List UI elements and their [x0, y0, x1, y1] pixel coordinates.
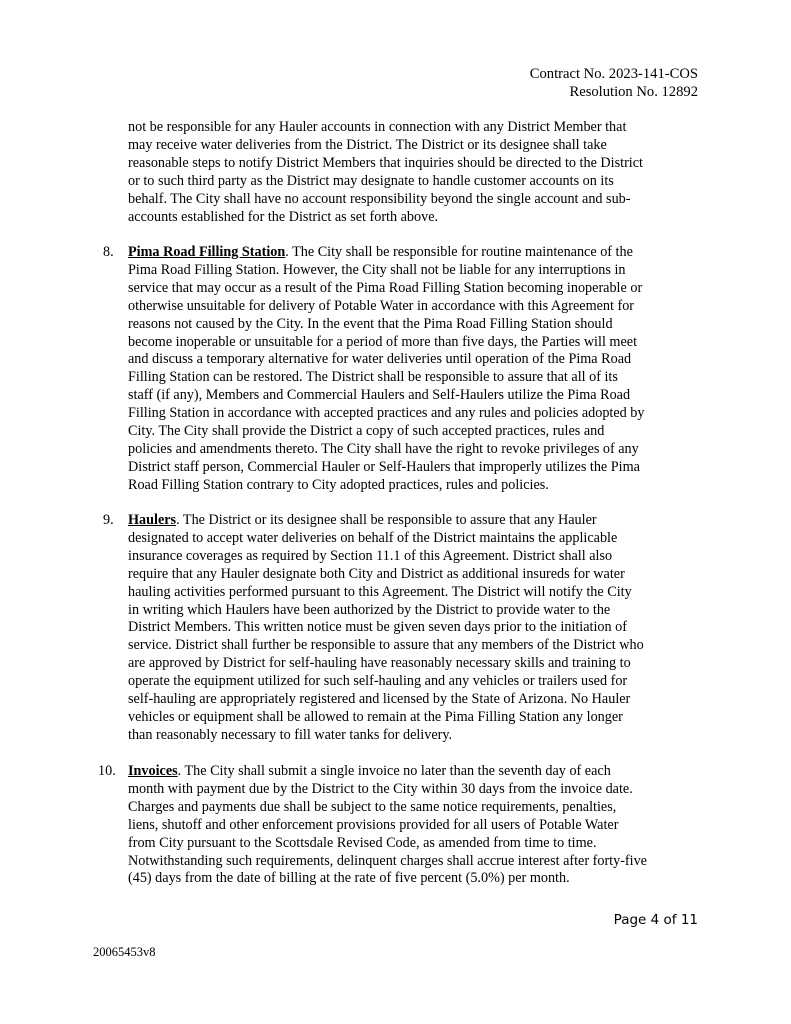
page-number: Page 4 of 11 [613, 912, 698, 928]
intro-line: reasonable steps to notify District Members that inquiries should be directed to the District [128, 154, 643, 171]
section-line: and discuss a temporary alternative for water deliveries until operation of the Pima Road [128, 351, 632, 368]
intro-paragraph [128, 119, 703, 226]
section-line: from City pursuant to the Scottsdale Revised Code, as amended from time to time. [128, 834, 597, 851]
section-8-pima-road-filling-station [103, 244, 703, 495]
section-line: vehicles or equipment shall be allowed to remain at the Pima Filling Station any longer [128, 708, 623, 725]
section-line: designated to accept water deliveries on behalf of the District maintains the applicable [128, 529, 618, 546]
section-10-invoices [98, 763, 703, 888]
section-line: insurance coverages as required by Section 11.1 of this Agreement. District shall also [128, 547, 613, 564]
intro-line: behalf. The City shall have no account responsibility beyond the single account and sub- [128, 190, 631, 207]
section-line: service. District shall further be responsible to assure that any members of the District who [128, 637, 644, 654]
section-line: Road Filling Station contrary to City adopted practices, rules and policies. [128, 476, 549, 493]
section-line: reasons not caused by the City. In the event that the Pima Road Filling Station should [128, 315, 613, 332]
intro-line: accounts established for the District as set forth above. [128, 208, 439, 225]
section-heading: Haulers [128, 512, 177, 528]
document-header [530, 65, 698, 101]
section-line: District Members. This written notice must be given seven days prior to the initiation of [128, 619, 627, 636]
section-line: become inoperable or unsuitable for a period of more than five days, the Parties will meet [128, 333, 638, 350]
intro-line: may receive water deliveries from the District. The District or its designee shall take [128, 136, 607, 153]
section-line: are approved by District for self-hauling have reasonably necessary skills and training to [128, 655, 631, 672]
section-first-line-text: . The City shall be responsible for routine maintenance of the [285, 244, 633, 260]
section-line: operate the equipment utilized for such self-hauling and any vehicles or trailers used for [128, 673, 628, 690]
section-line: (45) days from the date of billing at the rate of five percent (5.0%) per month. [128, 870, 570, 887]
section-number: 10. [98, 763, 116, 779]
section-line: City. The City shall provide the District a copy of such accepted practices, rules and [128, 423, 605, 440]
section-first-line-text: . The District or its designee shall be responsible to assure that any Hauler [176, 512, 597, 528]
resolution-number: Resolution No. 12892 [569, 84, 698, 100]
section-line: hauling activities performed pursuant to this Agreement. The District will notify the City [128, 583, 632, 600]
contract-number: Contract No. 2023-141-COS [529, 66, 698, 82]
section-line: District staff person, Commercial Hauler or Self-Haulers that improperly utilizes the Pima [128, 458, 640, 475]
section-line: Charges and payments due shall be subject to the same notice requirements, penalties, [128, 798, 617, 815]
intro-line: or to such third party as the District may designate to handle customer accounts on its [128, 172, 614, 189]
section-line: Filling Station can be restored. The District shall be responsible to assure that all of its [128, 369, 618, 386]
document-id: 20065453v8 [93, 945, 156, 959]
section-first-line [128, 244, 703, 262]
section-line: in writing which Haulers have been authorized by the District to provide water to the [128, 601, 611, 618]
section-line: liens, shutoff and other enforcement provisions provided for all users of Potable Water [128, 816, 619, 833]
section-number: 9. [103, 512, 114, 528]
section-line: Notwithstanding such requirements, delinquent charges shall accrue interest after forty-five [128, 852, 647, 869]
section-line: Filling Station in accordance with accepted practices and any rules and policies adopted by [128, 405, 645, 422]
section-line: staff (if any), Members and Commercial Haulers and Self-Haulers utilize the Pima Road [128, 387, 631, 404]
intro-line: not be responsible for any Hauler accounts in connection with any District Member that [128, 119, 627, 135]
section-line: month with payment due by the District to the City within 30 days from the invoice date. [128, 780, 633, 797]
section-line: self-hauling are appropriately registered and licensed by the State of Arizona. No Hauler [128, 691, 631, 708]
section-line: policies and amendments thereto. The City shall have the right to revoke privileges of any [128, 440, 639, 457]
section-line: require that any Hauler designate both City and District as additional insureds for water [128, 565, 625, 582]
section-line: otherwise unsuitable for delivery of Potable Water in accordance with this Agreement for [128, 297, 635, 314]
section-heading: Invoices [128, 763, 178, 779]
section-line: than reasonably necessary to fill water tanks for delivery. [128, 726, 453, 743]
section-number: 8. [103, 244, 114, 260]
section-first-line [128, 763, 703, 781]
section-line: service that may occur as a result of the Pima Road Filling Station becoming inoperable or [128, 279, 643, 296]
section-first-line [128, 512, 703, 530]
section-line: Pima Road Filling Station. However, the City shall not be liable for any interruptions in [128, 261, 626, 278]
section-first-line-text: . The City shall submit a single invoice no later than the seventh day of each [177, 763, 611, 779]
section-9-haulers [103, 512, 703, 745]
section-heading: Pima Road Filling Station [128, 244, 286, 260]
